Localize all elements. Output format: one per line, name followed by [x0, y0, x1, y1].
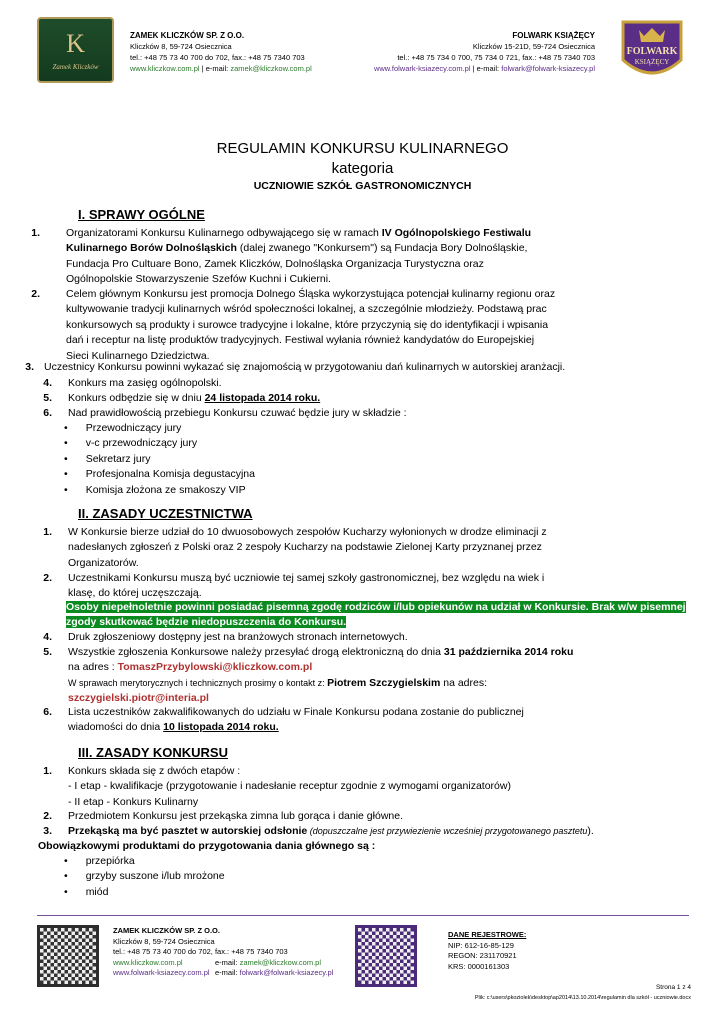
- email-link[interactable]: zamek@kliczkow.com.pl: [239, 957, 321, 967]
- logo-text: Zamek Kliczków: [52, 63, 99, 71]
- qr-code-icon: [355, 925, 417, 987]
- paragraph: [24, 824, 594, 839]
- zamek-kliczkow-logo: [37, 17, 114, 83]
- item-number: 6.: [43, 407, 52, 419]
- text: Uczestnicy Konkursu powinni wykazać się znajomością w przygotowaniu dań kulinarnych w autorskiej aranżacji.: [44, 361, 566, 373]
- phones: tel.: +48 75 734 0 700, 75 734 0 721, fax.: +48 75 7340 703: [397, 53, 595, 62]
- item-number: 4.: [43, 377, 52, 389]
- company-name: FOLWARK KSIĄŻĘCY: [512, 31, 595, 40]
- separator: |: [201, 64, 204, 73]
- text: Sieci Kulinarnego Dziedzictwa.: [66, 349, 210, 362]
- paragraph: [24, 571, 544, 602]
- bullet-icon: •: [64, 855, 68, 867]
- list-item-text: grzyby suszone i/lub mrożone: [85, 870, 225, 883]
- paragraph: [24, 764, 511, 810]
- text: Fundacja Pro Cultuare Bono, Zamek Kliczków, Dolnośląska Organizacja Turystyczna oraz: [66, 257, 484, 270]
- text: - II etap - Konkurs Kulinarny: [68, 795, 199, 808]
- text: W Konkursie bierze udział do 10 dwuosobowych zespołów Kucharzy wyłonionych w drodze eliminacji z: [68, 526, 547, 538]
- item-number: 4.: [43, 631, 52, 643]
- text: - I etap - kwalifikacje (przygotowanie i nadesłanie receptur zgodnie z wymogami organizatorów): [68, 780, 511, 793]
- bullet-icon: •: [64, 422, 68, 434]
- paragraph: [24, 525, 547, 571]
- text: klasę, do której uczęszczają.: [68, 587, 202, 600]
- text: Organizatorami Konkursu Kulinarnego odbywającego się w ramach: [66, 227, 382, 239]
- list-item: [64, 869, 225, 884]
- page-number: Strona 1 z 4: [655, 984, 691, 991]
- document-category: kategoria: [331, 160, 394, 177]
- paragraph: [24, 226, 531, 288]
- paragraph: [24, 645, 573, 707]
- bullet-icon: •: [64, 437, 68, 450]
- paragraph: [24, 287, 555, 364]
- festival-name: IV Ogólnopolskiego Festiwalu: [381, 227, 532, 239]
- contact-person: Piotrem Szczygielskim: [327, 676, 441, 689]
- list-item: [64, 436, 255, 451]
- text: Druk zgłoszeniowy dostępny jest na branżowych stronach internetowych.: [68, 631, 408, 643]
- text: na adres :: [68, 661, 118, 674]
- email-link[interactable]: TomaszPrzybylowski@kliczkow.com.pl: [117, 661, 313, 674]
- list-item: [64, 421, 255, 436]
- website-link[interactable]: www.folwark-ksiazecy.com.pl: [113, 968, 210, 977]
- text: Konkurs składa się z dwóch etapów :: [68, 765, 241, 777]
- registration-data: [448, 930, 526, 972]
- website-link[interactable]: www.kliczkow.com.pl: [130, 64, 200, 73]
- list-item-text: v-c przewodniczący jury: [85, 437, 198, 450]
- bullet-icon: •: [64, 452, 68, 465]
- festival-name: Kulinarnego Borów Dolnośląskich: [66, 242, 237, 255]
- text: konkursowych są produkty i surowce tradycyjne i lokalne, które przyczynią się do identyfikacji i wpisania: [66, 318, 549, 331]
- text: Nad prawidłowością przebiegu Konkursu czuwać będzie jury w składzie :: [68, 407, 407, 419]
- paragraph: [24, 406, 407, 421]
- text: Lista uczestników zakwalifikowanych do udziału w Finale Konkursu podana zostanie do publicznej: [68, 706, 524, 718]
- phones: tel.: +48 75 73 40 700 do 702, fax.: +48 75 7340 703: [113, 947, 288, 956]
- logo-text-2: KSIĄŻĘCY: [634, 58, 670, 66]
- email-link[interactable]: folwark@folwark-ksiazecy.pl: [239, 968, 334, 977]
- email-label: e-mail:: [215, 968, 238, 977]
- text: wiadomości do dnia: [68, 721, 164, 734]
- paragraph: [18, 360, 565, 375]
- qr-code-icon: [37, 925, 99, 987]
- bullet-icon: •: [64, 483, 68, 496]
- text: Konkurs odbędzie się w dniu: [68, 392, 205, 404]
- list-item: [64, 467, 255, 482]
- address: Kliczków 15-21D, 59-724 Osiecznica: [472, 42, 595, 51]
- deadline: 31 października 2014 roku: [443, 646, 574, 658]
- logo-text-1: FOLWARK: [626, 46, 678, 57]
- section-heading: III. ZASADY KONKURSU: [78, 745, 228, 760]
- text: Przedmiotem Konkursu jest przekąska zimna lub gorąca i danie główne.: [68, 810, 404, 822]
- item-number: 5.: [43, 646, 52, 658]
- list-item-text: Profesjonalna Komisja degustacyjna: [85, 468, 255, 481]
- text: nadesłanych zgłoszeń z Polski oraz 2 zespoły Kucharzy na podstawie Zielonej Karty przyznanej przez: [68, 541, 542, 554]
- email-label: e-mail:: [205, 64, 229, 73]
- paragraph: [24, 809, 403, 824]
- website-link[interactable]: www.kliczkow.com.pl: [113, 957, 183, 967]
- list-item: [64, 452, 255, 467]
- address: Kliczków 8, 59-724 Osiecznica: [130, 42, 232, 51]
- krs: KRS: 0000161303: [448, 961, 510, 971]
- header-right-contact: [374, 30, 595, 74]
- email-link[interactable]: folwark@folwark-ksiazecy.pl: [501, 64, 595, 73]
- paragraph: [24, 391, 320, 406]
- section-heading: II. ZASADY UCZESTNICTWA: [78, 506, 253, 521]
- list-item: [64, 854, 225, 869]
- email-link[interactable]: szczygielski.piotr@interia.pl: [68, 692, 209, 705]
- paragraph: [24, 705, 524, 736]
- company-name: ZAMEK KLICZKÓW SP. Z O.O.: [113, 926, 220, 935]
- email-link[interactable]: zamek@kliczkow.com.pl: [230, 64, 312, 73]
- document-title: REGULAMIN KONKURSU KULINARNEGO: [216, 140, 509, 157]
- phones: tel.: +48 75 73 40 700 do 702, fax.: +48 75 7340 703: [130, 53, 305, 62]
- email-label: e-mail:: [215, 957, 238, 967]
- text: ).: [587, 825, 594, 837]
- contest-date: 24 listopada 2014 roku.: [204, 392, 321, 404]
- italic-note: (dopuszczalne jest przywiezienie wcześniej przygotowanego pasztetu: [307, 826, 588, 836]
- item-number: 2.: [31, 288, 40, 300]
- text: W sprawach merytorycznych i technicznych prosimy o kontakt z:: [68, 677, 328, 688]
- folwark-ksiazecy-logo: [617, 16, 687, 84]
- text: dań i receptur na listę produktów tradycyjnych. Festiwal wyłania również kandydatów do Europejskiej: [66, 334, 535, 347]
- item-number: 3.: [43, 825, 52, 837]
- highlighted-text: Osoby niepełnoletnie powinni posiadać pisemną zgodę rodziców i/lub opiekunów na udział w Konkursie. Brak w/w pisemnej: [66, 601, 686, 613]
- footer-contact: [113, 926, 333, 979]
- paragraph: [24, 630, 408, 645]
- list-item-text: miód: [85, 885, 109, 898]
- item-number: 1.: [31, 227, 40, 239]
- list-date: 10 listopada 2014 roku.: [163, 721, 279, 734]
- text: (dalej zwanego "Konkursem") są Fundacja Bory Dolnośląskie,: [236, 242, 528, 255]
- separator: |: [472, 64, 475, 73]
- address: Kliczków 8, 59-724 Osiecznica: [113, 936, 215, 946]
- logo-letter: K: [66, 29, 85, 58]
- text: Konkurs ma zasięg ogólnopolski.: [68, 377, 222, 389]
- text: Przekąską ma być pasztet w autorskiej odsłonie: [68, 825, 308, 837]
- item-number: 2.: [43, 810, 52, 822]
- item-number: 1.: [43, 765, 52, 777]
- company-name: ZAMEK KLICZKÓW SP. Z O.O.: [130, 31, 245, 40]
- item-number: 5.: [43, 392, 52, 404]
- list-item-text: przepiórka: [85, 855, 135, 867]
- highlighted-notice: [66, 600, 690, 631]
- highlighted-text: zgody skutkować będzie niedopuszczenia do Konkursu.: [66, 616, 347, 629]
- list-item-text: Przewodniczący jury: [85, 422, 182, 434]
- bullet-icon: •: [64, 885, 68, 898]
- ingredients-list: [64, 854, 225, 900]
- bullet-icon: •: [64, 870, 68, 883]
- document-subtitle: UCZNIOWIE SZKÓŁ GASTRONOMICZNYCH: [253, 180, 472, 192]
- jury-list: [64, 421, 255, 498]
- item-number: 3.: [25, 361, 34, 373]
- list-item-text: Sekretarz jury: [85, 452, 151, 465]
- file-path: Plik: c:\users\pkoziolek\desktop\ap2014\13.10.2014\regulamin dla szkół - uczniowie.docx: [474, 995, 691, 1001]
- website-link[interactable]: www.folwark-ksiazecy.com.pl: [373, 64, 471, 73]
- text: Organizatorów.: [68, 556, 139, 569]
- text: Obowiązkowymi produktami do przygotowania dania głównego są :: [38, 840, 376, 852]
- list-item-text: Komisja złożona ze smakoszy VIP: [85, 483, 246, 496]
- bullet-icon: •: [64, 468, 68, 481]
- item-number: 1.: [43, 526, 52, 538]
- text: Ogólnopolskie Stowarzyszenie Szefów Kuchni i Cukierni.: [66, 273, 331, 286]
- header-left-contact: [130, 30, 312, 74]
- item-number: 6.: [43, 706, 52, 718]
- text: Celem głównym Konkursu jest promocja Dolnego Śląska wykorzystująca potencjał kulinarny regionu oraz: [66, 288, 556, 300]
- paragraph: [24, 376, 222, 391]
- text: kultywowanie tradycji kulinarnych wśród społeczności lokalnej, a szczególnie młodzieży. Podstawą prac: [66, 303, 547, 316]
- list-item: [64, 885, 225, 900]
- text: Wszystkie zgłoszenia Konkursowe należy przesyłać drogą elektroniczną do dnia: [68, 646, 444, 658]
- text: Uczestnikami Konkursu muszą być uczniowie tej samej szkoły gastronomicznej, bez względu na wiek i: [68, 572, 545, 584]
- footer-divider: [37, 915, 689, 916]
- email-label: e-mail:: [476, 64, 500, 73]
- list-item: [64, 483, 255, 498]
- registration-title: DANE REJESTROWE:: [448, 930, 527, 939]
- section-heading: I. SPRAWY OGÓLNE: [78, 207, 205, 222]
- paragraph: [38, 839, 375, 854]
- regon: REGON: 231170921: [448, 951, 517, 960]
- nip: NIP: 612-16-85-129: [448, 940, 514, 950]
- item-number: 2.: [43, 572, 52, 584]
- text: na adres:: [440, 676, 488, 689]
